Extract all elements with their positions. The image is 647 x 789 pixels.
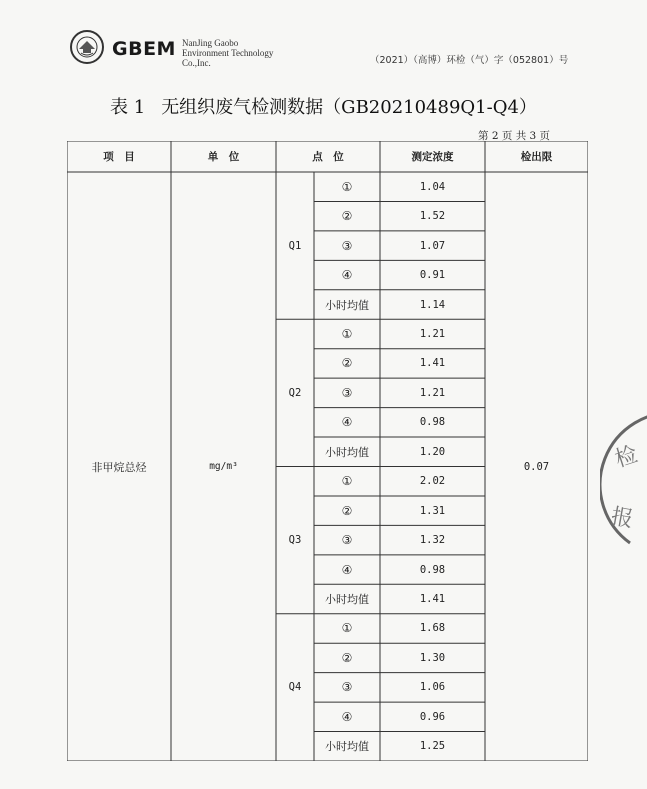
item-cell: 非甲烷总烃 [91, 460, 147, 474]
sample-label: ② [341, 356, 353, 371]
official-stamp [600, 405, 647, 565]
unit-cell: mg/m³ [209, 461, 238, 472]
sample-label: ① [341, 474, 353, 489]
sample-label: 小时均值 [325, 445, 369, 459]
concentration-value: 1.41 [419, 357, 446, 370]
sample-label: 小时均值 [325, 740, 369, 754]
table-label: 表 1 [110, 97, 146, 118]
concentration-value: 1.32 [419, 534, 446, 547]
concentration-value: 1.30 [419, 651, 446, 664]
detection-limit-cell: 0.07 [523, 460, 550, 473]
concentration-value: 1.25 [419, 740, 446, 753]
svg-text:检: 检 [612, 442, 641, 473]
sample-label: ③ [341, 238, 353, 253]
concentration-value: 1.41 [419, 593, 446, 606]
header-concentration: 测定浓度 [411, 151, 454, 163]
concentration-value: 1.68 [419, 622, 446, 635]
concentration-value: 1.21 [419, 327, 446, 340]
svg-text:报: 报 [608, 504, 635, 533]
sample-label: ② [341, 209, 353, 224]
concentration-value: 0.98 [419, 563, 446, 576]
document-number: （2021）（高博）环检（气）字（052801）号 [370, 55, 569, 66]
sample-label: ① [341, 326, 353, 341]
sample-label: ① [341, 179, 353, 194]
sample-label: ③ [341, 385, 353, 400]
company-name-line: Environment Technology [182, 48, 274, 58]
point-label: Q2 [288, 386, 302, 399]
sample-label: ② [341, 650, 353, 665]
sample-label: ④ [341, 415, 353, 430]
concentration-value: 0.98 [419, 416, 446, 429]
sample-label: ④ [341, 709, 353, 724]
concentration-value: 1.20 [419, 445, 446, 458]
sample-label: ④ [341, 268, 353, 283]
company-logo-icon [70, 30, 104, 64]
data-table [67, 141, 588, 761]
concentration-value: 1.04 [419, 180, 446, 193]
concentration-value: 1.21 [419, 386, 446, 399]
table-caption: 无组织废气检测数据（GB20210489Q1-Q4） [161, 97, 537, 118]
concentration-value: 0.91 [419, 269, 446, 282]
concentration-value: 2.02 [419, 475, 446, 488]
point-label: Q3 [288, 534, 302, 547]
concentration-value: 1.07 [419, 239, 446, 252]
sample-label: 小时均值 [325, 593, 369, 607]
concentration-value: 1.14 [419, 298, 446, 311]
sample-label: ② [341, 503, 353, 518]
header-point: 点 位 [312, 151, 344, 163]
concentration-value: 0.96 [419, 710, 446, 723]
concentration-value: 1.06 [419, 681, 446, 694]
header-unit: 单 位 [207, 151, 240, 163]
sample-label: ① [341, 621, 353, 636]
brand-name: GBEM [112, 38, 176, 60]
table-title [110, 93, 537, 119]
point-label: Q4 [288, 681, 302, 694]
concentration-value: 1.52 [419, 210, 446, 223]
company-name-line: NanJing Gaobo [182, 38, 239, 48]
company-name-line: Co.,Inc. [182, 58, 211, 68]
concentration-value: 1.31 [419, 504, 446, 517]
sample-label: ③ [341, 533, 353, 548]
header-detection-limit: 检出限 [520, 151, 553, 163]
header-item: 项 目 [103, 151, 135, 163]
point-label: Q1 [288, 239, 302, 252]
sample-label: ③ [341, 680, 353, 695]
company-name [182, 38, 273, 68]
page-info: 第 2 页 共 3 页 [478, 130, 551, 142]
sample-label: ④ [341, 562, 353, 577]
sample-label: 小时均值 [325, 298, 369, 312]
